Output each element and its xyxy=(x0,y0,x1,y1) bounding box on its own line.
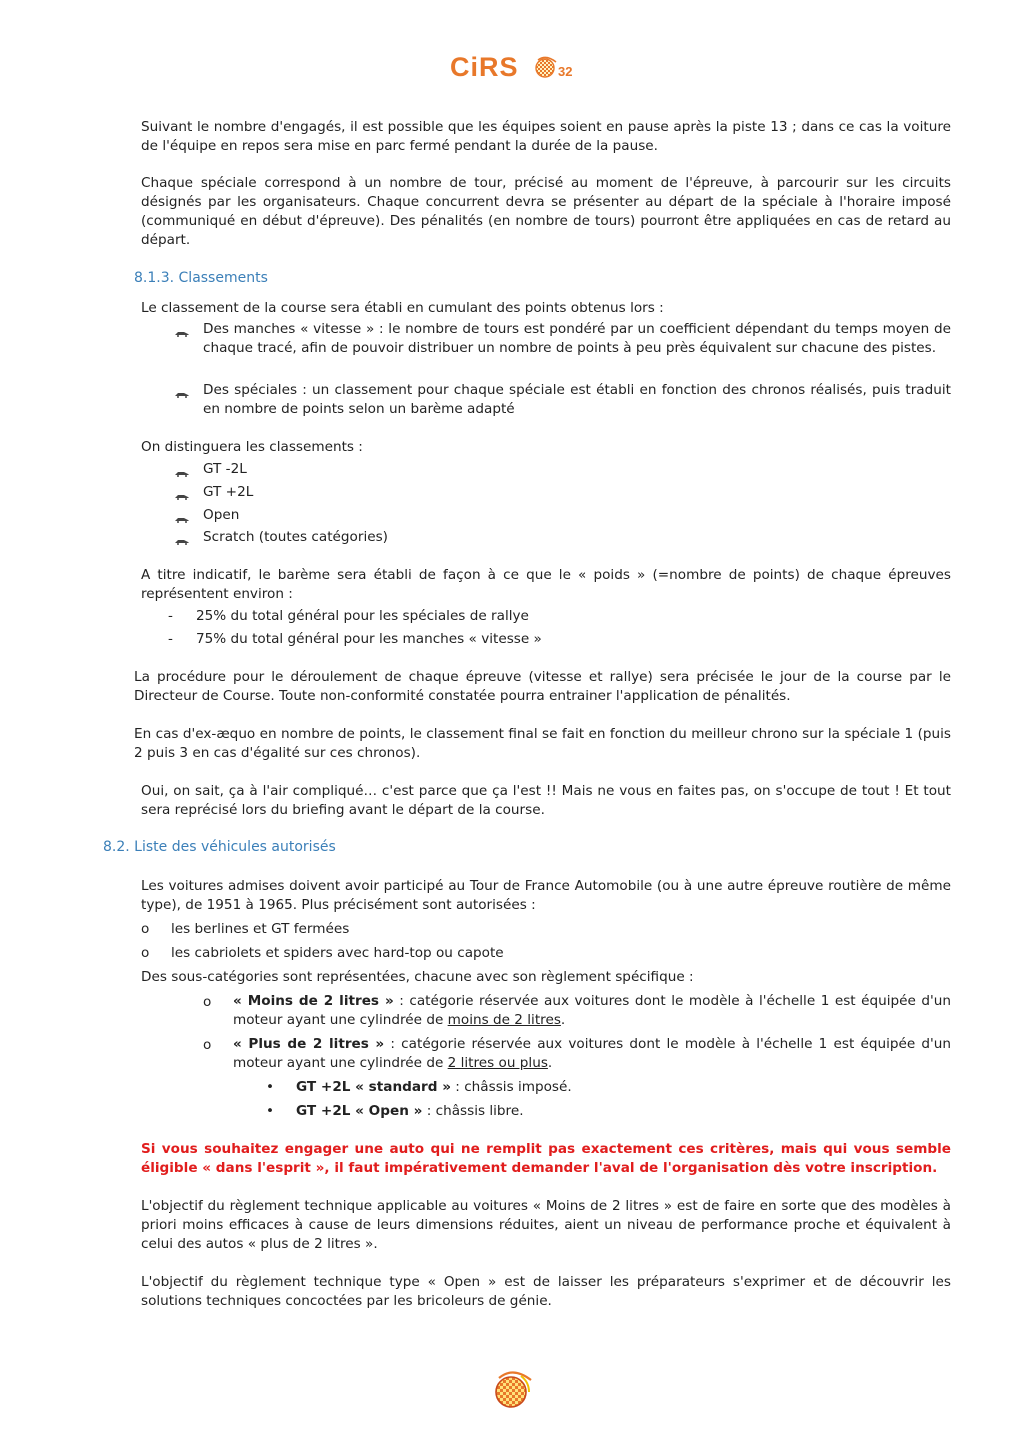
category-end: . xyxy=(547,1055,553,1071)
vehicle-type-item: les berlines et GT fermées xyxy=(171,921,350,937)
class-item: Scratch (toutes catégories) xyxy=(203,529,388,545)
intro-paragraph-2 xyxy=(141,174,951,250)
category-name: « Plus de 2 litres » xyxy=(233,1036,385,1052)
category-name: « Moins de 2 litres » xyxy=(233,993,394,1009)
bareme-paragraph: A titre indicatif, le barème sera établi de façon à ce que le « poids » (=nombre de points) de chaque épreuves représentent environ : xyxy=(141,567,951,602)
logo-subscript: 32 xyxy=(558,64,573,79)
cirs-logo xyxy=(450,50,580,84)
car-bullet-icon xyxy=(174,537,190,545)
classement-bullet-2: Des spéciales : un classement pour chaque spéciale est établi en fonction des chronos réalisés, puis traduit en nombre de points selon un barème adapté xyxy=(203,382,951,417)
disc-bullet: • xyxy=(266,1103,275,1119)
subcategory-standard xyxy=(296,1078,572,1097)
car-bullet-icon xyxy=(174,515,190,523)
category-text: : catégorie réservée aux voitures dont le modèle à l'échelle 1 est équipée d'un moteur ayant une cylindrée de xyxy=(233,1036,951,1071)
class-item: GT -2L xyxy=(203,461,247,477)
objective-paragraph-1: L'objectif du règlement technique applicable au voitures « Moins de 2 litres » est de faire en sorte que des modèles à priori moins efficaces à cause de leurs dimensions réduites, aient un niveau de performance proche et équivalent à celui des autos « plus de 2 litres ». xyxy=(141,1198,951,1252)
weight-item: 75% du total général pour les manches « vitesse » xyxy=(196,631,542,647)
circle-bullet: o xyxy=(203,994,212,1010)
circle-bullet: o xyxy=(141,945,150,961)
subcategory-name: GT +2L « standard » xyxy=(296,1079,451,1095)
checkered-ball-footer-icon xyxy=(491,1368,535,1412)
classements-lead: Le classement de la course sera établi en cumulant des points obtenus lors : xyxy=(141,300,664,316)
subcategory-text: : châssis imposé. xyxy=(450,1079,572,1095)
weight-item: 25% du total général pour les spéciales de rallye xyxy=(196,608,529,624)
vehicle-type-item: les cabriolets et spiders avec hard-top ou capote xyxy=(171,945,504,961)
circle-bullet: o xyxy=(203,1037,212,1053)
classement-bullet-1: Des manches « vitesse » : le nombre de tours est pondéré par un coefficient dépendant du temps moyen de chaque tracé, afin de pouvoir distribuer un nombre de points à peu près équivalent sur chacune des pistes. xyxy=(203,321,951,356)
objective-paragraph-2: L'objectif du règlement technique type « Open » est de laisser les préparateurs s'exprimer et de découvrir les solutions techniques concoctées par les bricoleurs de génie. xyxy=(141,1274,951,1309)
disc-bullet: • xyxy=(266,1079,275,1095)
category-end: . xyxy=(560,1012,566,1028)
category-text: : catégorie réservée aux voitures dont le modèle à l'échelle 1 est équipée d'un moteur ayant une cylindrée de xyxy=(233,993,952,1028)
section-heading-8-1-3: 8.1.3. Classements xyxy=(134,270,268,286)
subcategory-text: : châssis libre. xyxy=(422,1103,524,1119)
exaequo-paragraph: En cas d'ex-æquo en nombre de points, le classement final se fait en fonction du meilleur chrono sur la spéciale 1 (puis 2 puis 3 en cas d'égalité sur ces chronos). xyxy=(134,726,951,761)
paragraph-text: Suivant le nombre d'engagés, il est possible que les équipes soient en pause après la piste 13 ; dans ce cas la voiture de l'équipe en repos sera mise en parc fermé pendant la durée de la pause. xyxy=(141,119,951,154)
car-bullet-icon xyxy=(174,390,190,398)
circle-bullet: o xyxy=(141,921,150,937)
subcategories-lead: Des sous-catégories sont représentées, chacune avec son règlement spécifique : xyxy=(141,969,694,985)
category-underline: moins de 2 litres xyxy=(447,1012,561,1028)
distinguish-lead: On distinguera les classements : xyxy=(141,439,363,455)
subcategory-open xyxy=(296,1102,524,1121)
vehicles-lead: Les voitures admises doivent avoir participé au Tour de France Automobile (ou à une autre épreuve routière de même type), de 1951 à 1965. Plus précisément sont autorisées : xyxy=(141,878,951,913)
subcategory-name: GT +2L « Open » xyxy=(296,1103,423,1119)
paragraph-text: Chaque spéciale correspond à un nombre de tour, précisé au moment de l'épreuve, à parcourir sur les circuits désignés par les organisateurs. Chaque concurrent devra se présenter au départ de la spéciale à l'horaire imposé (communiqué en début d'épreuve). Des pénalités (en nombre de tours) pourront être appliquées en cas de retard au départ. xyxy=(141,175,951,248)
intro-paragraph-1 xyxy=(141,118,951,156)
checkered-ball-icon xyxy=(534,56,558,78)
class-item: GT +2L xyxy=(203,484,254,500)
category-underline: 2 litres ou plus xyxy=(447,1055,548,1071)
procedure-paragraph: La procédure pour le déroulement de chaque épreuve (vitesse et rallye) sera précisée le jour de la course par le Directeur de Course. Toute non-conformité constatée pourra entrainer l'application de pénalités. xyxy=(134,669,951,704)
logo-text: CiRS xyxy=(450,52,519,82)
section-heading-8-2: 8.2. Liste des véhicules autorisés xyxy=(103,839,336,855)
car-bullet-icon xyxy=(174,492,190,500)
category-plus-2l xyxy=(233,1035,951,1073)
warning-paragraph: Si vous souhaitez engager une auto qui ne remplit pas exactement ces critères, mais qui vous semble éligible « dans l'esprit », il faut impérativement demander l'aval de l'organisation dès votre inscription. xyxy=(141,1141,951,1176)
class-item: Open xyxy=(203,507,240,523)
dash-bullet: - xyxy=(168,631,173,647)
joke-paragraph: Oui, on sait, ça à l'air compliqué… c'est parce que ça l'est !! Mais ne vous en faites pas, on s'occupe de tout ! Et tout sera reprécisé lors du briefing avant le départ de la course. xyxy=(141,783,951,818)
category-moins-2l xyxy=(233,992,951,1030)
car-bullet-icon xyxy=(174,469,190,477)
car-bullet-icon xyxy=(174,329,190,337)
dash-bullet: - xyxy=(168,608,173,624)
